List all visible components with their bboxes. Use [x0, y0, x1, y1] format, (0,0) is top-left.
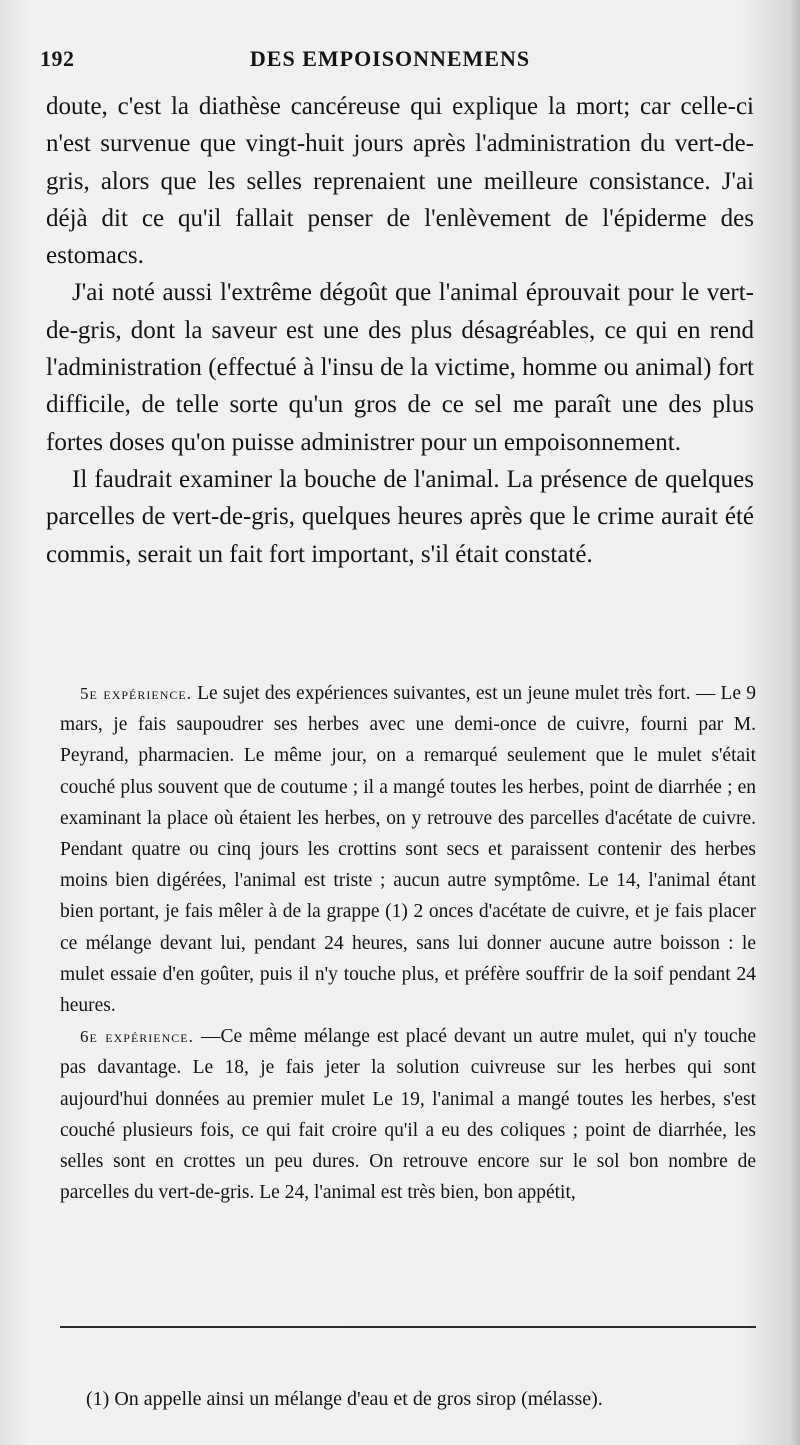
experiment-paragraph: [60, 1021, 756, 1208]
page-number: 192: [40, 46, 75, 71]
page-header: [40, 44, 740, 78]
paragraph: Il faudrait examiner la bouche de l'animal. La présence de quelques parcelles de vert-de-gris, quelques heures après que le crime aurait été commis, serait un fait fort important, s'il était constaté.: [46, 465, 754, 568]
experiments-section: [60, 678, 756, 1208]
paragraph: J'ai noté aussi l'extrême dégoût que l'animal éprouvait pour le vert-de-gris, dont la saveur est une des plus désagréables, ce qui en rend l'administration (effectué à l'insu de la victime, homme ou animal) fort difficile, de telle sorte qu'un gros de ce sel me paraît une des plus fortes doses qu'on puisse administrer pour un empoisonnement.: [46, 279, 754, 456]
experiment-paragraph: [60, 678, 756, 1021]
experiment-text: Le sujet des expériences suivantes, est un jeune mulet très fort. — Le 9 mars, je fais saupoudrer ses herbes avec une demi-once de cuivre, fourni par M. Peyrand, pharmacien. Le même jour, on a remarqué seulement que le mulet s'était couché plus souvent que de coutume ; il a mangé toutes les herbes, point de diarrhée ; en examinant la place où étaient les herbes, on y retrouve des parcelles d'acétate de cuivre. Pendant quatre ou cinq jours les crottins sont secs et paraissent contenir des herbes moins bien digérées, l'animal est triste ; aucun autre symptôme. Le 14, l'animal étant bien portant, je fais mêler à de la grappe (1) 2 onces d'acétate de cuivre, et je fais placer ce mélange devant lui, pendant 24 heures, sans lui donner aucune autre boisson : le mulet essaie d'en goûter, puis il n'y touche plus, et préfère souffrir de la soif pendant 24 heures.: [60, 683, 756, 1017]
running-title: DES EMPOISONNEMENS: [249, 46, 531, 71]
experiment-heading: 5e expérience.: [80, 684, 192, 703]
footnote: (1) On appelle ainsi un mélange d'eau et de gros sirop (mélasse).: [86, 1388, 603, 1410]
paragraph: doute, c'est la diathèse cancéreuse qui explique la mort; car celle-ci n'est survenue que vingt-huit jours après l'administration du vert-de-gris, alors que les selles reprenaient une meilleure consistance. J'ai déjà dit ce qu'il fallait penser de l'enlèvement de l'épiderme des estomacs.: [46, 93, 754, 270]
experiment-text: —Ce même mélange est placé devant un autre mulet, qui n'y touche pas davantage. Le 18, je fais jeter la solution cuivreuse sur les herbes qui sont aujourd'hui données au premier mulet Le 19, l'animal a mangé toutes les herbes, s'est couché plusieurs fois, ce qui fait croire qu'il a eu des coliques ; point de diarrhée, les selles sont en crottes un peu dures. On retrouve encore sur le sol bon nombre de parcelles du vert-de-gris. Le 24, l'animal est très bien, bon appétit,: [60, 1026, 756, 1204]
main-text: [46, 88, 754, 573]
footnote-rule: [60, 1326, 756, 1328]
experiment-heading: 6e expérience.: [80, 1027, 194, 1047]
